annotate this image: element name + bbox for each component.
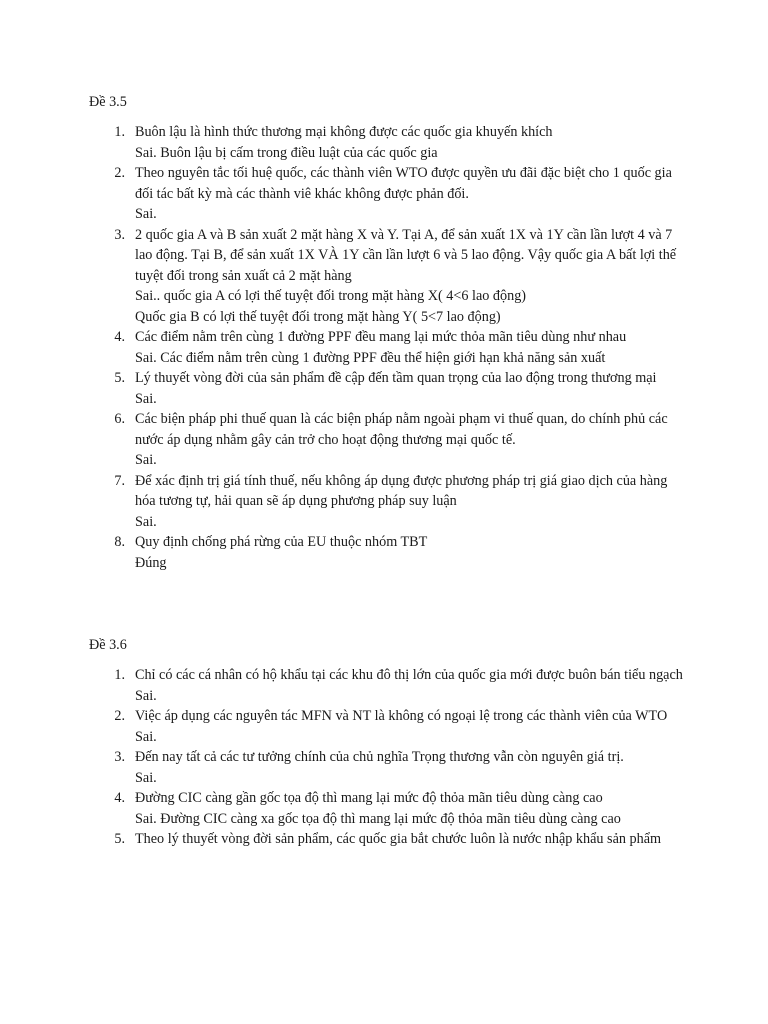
question-text: Để xác định trị giá tính thuế, nếu không áp dụng được phương pháp trị giá giao dịch của hàng hóa tương tự, hải quan sẽ áp dụng phương pháp suy luận: [135, 472, 668, 509]
question-text: Theo lý thuyết vòng đời sản phẩm, các quốc gia bắt chước luôn là nước nhập khẩu sản phẩm: [135, 831, 662, 847]
question-text: 2 quốc gia A và B sản xuất 2 mặt hàng X và Y. Tại A, để sản xuất 1X và 1Y cần lần lượt 4 và 7 lao động. Tại B, để sản xuất 1X VÀ 1Y cần lần lượt 6 và 5 lao động. Vậy quốc gia A bất lợi thế tuyệt đối trong sản xuất cả 2 mặt hàng: [135, 226, 677, 284]
question-text: Đến nay tất cả các tư tưởng chính của chủ nghĩa Trọng thương vẫn còn nguyên giá trị.: [135, 749, 624, 765]
answer-text: Quốc gia B có lợi thế tuyệt đối trong mặt hàng Y( 5<7 lao động): [135, 308, 501, 325]
answer-text: Sai.: [135, 206, 157, 222]
question-item: [89, 327, 689, 368]
question-item: [89, 163, 689, 225]
answer-text: Sai.: [135, 452, 157, 468]
item-number: 6.: [114, 411, 125, 427]
answer-text: Sai.: [135, 513, 157, 530]
question-item: [89, 665, 689, 706]
question-item: [89, 747, 689, 788]
section-de-3-5: [89, 92, 689, 573]
question-item: [89, 788, 689, 829]
item-number: 3.: [114, 226, 125, 243]
item-number: 1.: [114, 667, 125, 683]
question-list: [89, 665, 689, 850]
question-text: Buôn lậu là hình thức thương mại không được các quốc gia khuyến khích: [135, 124, 553, 140]
item-number: 5.: [114, 831, 125, 847]
item-number: 4.: [114, 790, 125, 806]
item-number: 4.: [114, 329, 125, 345]
section-title: Đề 3.6: [89, 637, 127, 653]
question-text: Chỉ có các cá nhân có hộ khẩu tại các khu đô thị lớn của quốc gia mới được buôn bán tiểu ngạch: [135, 667, 683, 683]
question-text: Theo nguyên tắc tối huệ quốc, các thành viên WTO được quyền ưu đãi đặc biệt cho 1 quốc gia đối tác bất kỳ mà các thành viê khác không được phản đối.: [135, 165, 672, 202]
item-number: 7.: [114, 472, 125, 489]
question-item: [89, 122, 689, 163]
question-text: Quy định chống phá rừng của EU thuộc nhóm TBT: [135, 534, 428, 550]
question-item: [89, 409, 689, 471]
question-text: Các biện pháp phi thuế quan là các biện pháp nằm ngoài phạm vi thuế quan, do chính phủ các nước áp dụng nhằm gây cản trở cho hoạt động thương mại quốc tế.: [135, 411, 668, 448]
item-number: 2.: [114, 708, 125, 724]
question-item: [89, 368, 689, 409]
question-item: [89, 471, 689, 533]
answer-text: Sai. Đường CIC càng xa gốc tọa độ thì mang lại mức độ thỏa mãn tiêu dùng càng cao: [135, 810, 621, 827]
answer-text: Sai.. quốc gia A có lợi thế tuyệt đối trong mặt hàng X( 4<6 lao động): [135, 288, 527, 304]
item-number: 8.: [114, 534, 125, 550]
section-title: Đề 3.5: [89, 94, 127, 110]
question-text: Đường CIC càng gần gốc tọa độ thì mang lại mức độ thỏa mãn tiêu dùng càng cao: [135, 790, 603, 806]
answer-text: Sai.: [135, 390, 157, 407]
item-number: 1.: [114, 124, 125, 140]
section-de-3-6: [89, 635, 689, 850]
question-item: [89, 829, 689, 850]
answer-text: Sai.: [135, 687, 157, 704]
answer-text: Sai.: [135, 769, 157, 786]
answer-text: Sai. Các điểm nằm trên cùng 1 đường PPF đều thể hiện giới hạn khả năng sản xuất: [135, 349, 606, 366]
item-number: 3.: [114, 749, 125, 765]
question-text: Các điểm nằm trên cùng 1 đường PPF đều mang lại mức thỏa mãn tiêu dùng như nhau: [135, 329, 627, 345]
question-item: [89, 225, 689, 328]
question-list: [89, 122, 689, 573]
answer-text: Sai. Buôn lậu bị cấm trong điều luật của các quốc gia: [135, 144, 438, 161]
question-text: Lý thuyết vòng đời của sản phẩm đề cập đến tầm quan trọng của lao động trong thương mại: [135, 370, 657, 386]
question-item: [89, 532, 689, 573]
answer-text: Sai.: [135, 728, 157, 745]
answer-text: Đúng: [135, 554, 167, 571]
item-number: 5.: [114, 370, 125, 386]
item-number: 2.: [114, 165, 125, 181]
question-text: Việc áp dụng các nguyên tác MFN và NT là không có ngoại lệ trong các thành viên của WTO: [135, 708, 668, 724]
question-item: [89, 706, 689, 747]
